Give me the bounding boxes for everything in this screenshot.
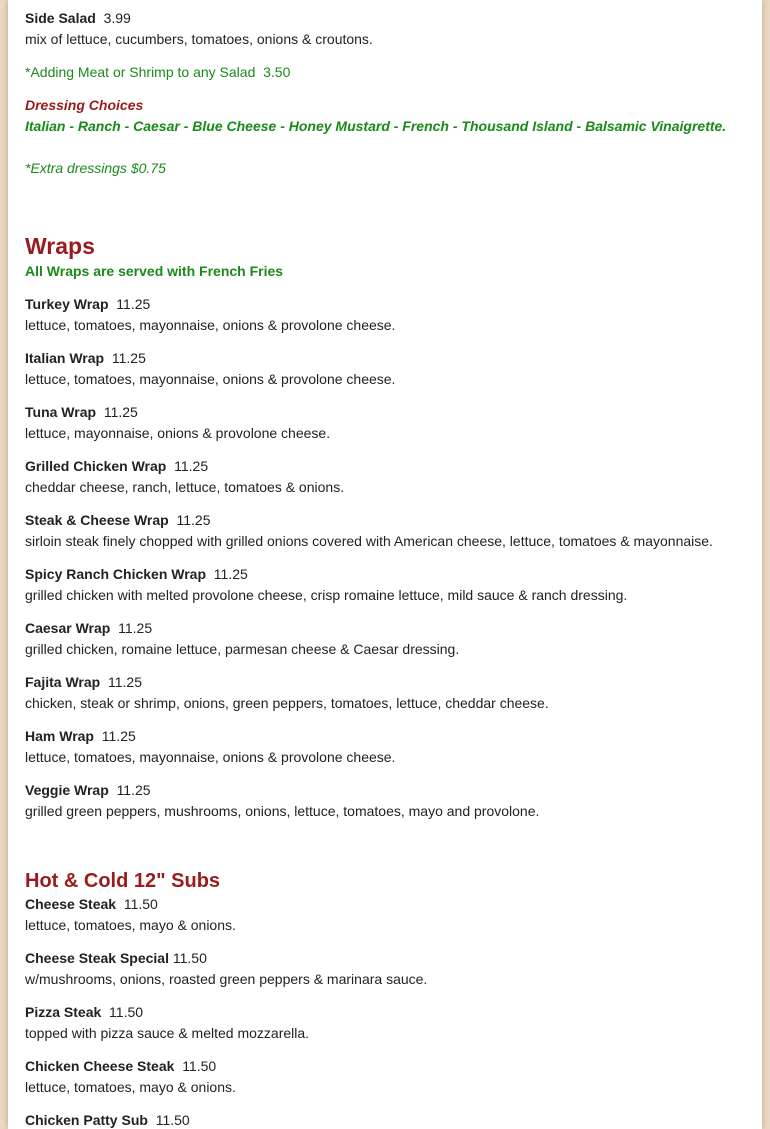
item-name: Spicy Ranch Chicken Wrap [25,566,207,582]
item-description: grilled chicken with melted provolone cheese, crisp romaine lettuce, mild sauce & ranch dressing. [25,587,628,603]
adding-meat-note: *Adding Meat or Shrimp to any Salad 3.50 [25,64,291,80]
item-description: grilled chicken, romaine lettuce, parmesan cheese & Caesar dressing. [25,641,460,657]
item-price: 11.25 [101,728,136,744]
item-price: 11.25 [116,296,151,312]
item-price: 11.50 [109,1004,144,1020]
section-heading-subs: Hot & Cold 12" Subs [25,870,221,892]
item-price: 11.25 [103,404,138,420]
extra-dressing-note: *Extra dressings $0.75 [25,160,166,176]
item-price: 11.25 [176,512,211,528]
item-description: topped with pizza sauce & melted mozzarella. [25,1025,310,1041]
item-name: Caesar Wrap [25,620,111,636]
item-price: 11.25 [213,566,248,582]
menu-item [25,566,248,583]
menu-item-side-salad [25,10,131,27]
item-name: Turkey Wrap [25,296,109,312]
item-price: 11.25 [116,782,151,798]
menu-item [25,1004,143,1021]
menu-item [25,620,152,637]
item-description: w/mushrooms, onions, roasted green peppers & marinara sauce. [25,971,428,987]
item-name: Cheese Steak [25,896,117,912]
item-price: 11.50 [123,896,158,912]
item-description: lettuce, mayonnaise, onions & provolone cheese. [25,425,331,441]
item-price: 11.50 [172,950,207,966]
wraps-subheading: All Wraps are served with French Fries [25,263,284,279]
item-price: 11.50 [155,1112,190,1128]
menu-item [25,782,151,799]
menu-item [25,296,150,313]
item-description: lettuce, tomatoes, mayo & onions. [25,1079,236,1095]
item-description: lettuce, tomatoes, mayo & onions. [25,917,236,933]
item-description: mix of lettuce, cucumbers, tomatoes, onions & croutons. [25,31,373,47]
item-name: Fajita Wrap [25,674,101,690]
item-description: sirloin steak finely chopped with grilled onions covered with American cheese, lettuce, tomatoes & mayonnaise. [25,533,713,549]
dressing-choices-list: Italian - Ranch - Caesar - Blue Cheese - Honey Mustard - French - Thousand Island - Balsamic Vinaigrette. [25,118,727,134]
item-name: Ham Wrap [25,728,94,744]
menu-item [25,512,210,529]
item-price: 11.25 [111,350,146,366]
item-price: 11.25 [107,674,142,690]
item-name: Chicken Patty Sub [25,1112,148,1128]
item-name: Steak & Cheese Wrap [25,512,169,528]
item-name: Pizza Steak [25,1004,102,1020]
menu-item [25,674,142,691]
item-name: Cheese Steak Special [25,950,169,966]
section-heading-wraps: Wraps [25,233,95,259]
item-description: lettuce, tomatoes, mayonnaise, onions & provolone cheese. [25,749,396,765]
item-name: Veggie Wrap [25,782,109,798]
menu-item [25,728,136,745]
item-price: 11.50 [182,1058,217,1074]
item-description: chicken, steak or shrimp, onions, green peppers, tomatoes, lettuce, cheddar cheese. [25,695,549,711]
item-description: lettuce, tomatoes, mayonnaise, onions & provolone cheese. [25,371,396,387]
menu-item [25,1058,216,1075]
menu-item [25,458,208,475]
item-description: grilled green peppers, mushrooms, onions, lettuce, tomatoes, mayo and provolone. [25,803,540,819]
item-name: Italian Wrap [25,350,105,366]
item-name: Tuna Wrap [25,404,97,420]
menu-item [25,350,146,367]
dressing-choices-title: Dressing Choices [25,97,144,113]
item-price: 11.25 [174,458,209,474]
item-description: lettuce, tomatoes, mayonnaise, onions & provolone cheese. [25,317,396,333]
item-price: 11.25 [118,620,153,636]
item-price: 3.99 [103,10,131,26]
menu-item [25,950,207,967]
menu-item [25,896,158,913]
menu-item [25,404,138,421]
item-name: Chicken Cheese Steak [25,1058,175,1074]
menu-item [25,1112,190,1129]
item-description: cheddar cheese, ranch, lettuce, tomatoes & onions. [25,479,345,495]
item-name: Side Salad [25,10,96,26]
item-name: Grilled Chicken Wrap [25,458,167,474]
